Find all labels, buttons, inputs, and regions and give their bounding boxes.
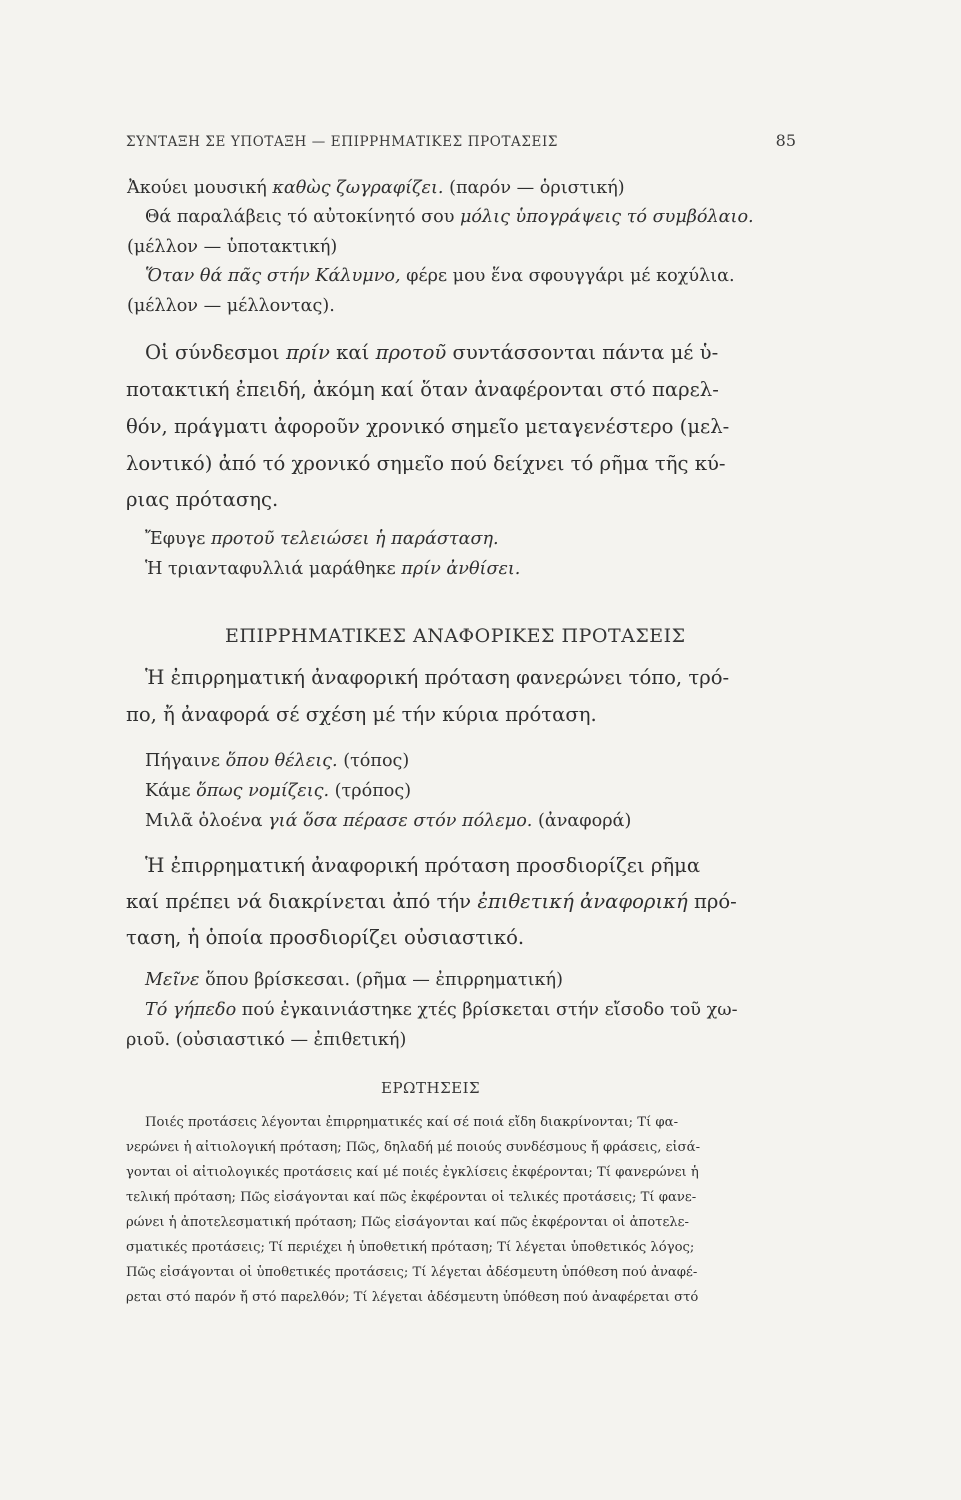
example-line: Μιλᾶ ὁλοένα γιά ὅσα πέρασε στόν πόλεμο. (ἀναφορά): [145, 811, 632, 831]
question-line: ρώνει ἡ ἀποτελεσματική πρόταση; Πῶς εἰσάγονται καί πῶς ἐκφέρονται οἱ ἀποτελε-: [126, 1215, 689, 1230]
question-line: σματικές προτάσεις; Τί περιέχει ἡ ὑποθετική πρόταση; Τί λέγεται ὑποθετικός λόγος;: [126, 1240, 695, 1255]
paragraph-line: λοντικό) ἀπό τό χρονικό σημεῖο πού δείχνει τό ρῆμα τῆς κύ-: [126, 452, 726, 475]
questions-heading: ΕΡΩΤΗΣΕΙΣ: [381, 1079, 481, 1097]
paragraph-line: ταση, ἡ ὁποία προσδιορίζει οὐσιαστικό.: [126, 926, 525, 949]
question-line: νερώνει ἡ αἰτιολογική πρόταση; Πῶς, δηλαδή μέ ποιούς συνδέσμους ἤ φράσεις, εἰσά-: [126, 1140, 701, 1155]
question-line: τελική πρόταση; Πῶς εἰσάγονται καί πῶς ἐκφέρονται οἱ τελικές προτάσεις; Τί φανε-: [126, 1190, 697, 1205]
running-title: ΣΥΝΤΑΞΗ ΣΕ ΥΠΟΤΑΞΗ — ΕΠΙΡΡΗΜΑΤΙΚΕΣ ΠΡΟΤΑΣΕΙΣ: [126, 134, 559, 150]
example-line: Μεῖνε ὅπου βρίσκεσαι. (ρῆμα — ἐπιρρηματική): [145, 970, 563, 990]
example-line: Θά παραλάβεις τό αὐτοκίνητό σου μόλις ὑπογράψεις τό συμβόλαιο.: [145, 207, 754, 227]
paragraph-line: Οἱ σύνδεσμοι πρίν καί προτοῦ συντάσσονται πάντα μέ ὑ-: [145, 341, 719, 364]
paragraph-line: ποτακτική ἐπειδή, ἀκόμη καί ὅταν ἀναφέρονται στό παρελ-: [126, 378, 719, 401]
section-heading: ΕΠΙΡΡΗΜΑΤΙΚΕΣ ΑΝΑΦΟΡΙΚΕΣ ΠΡΟΤΑΣΕΙΣ: [225, 625, 686, 647]
example-line: ριοῦ. (οὐσιαστικό — ἐπιθετική): [126, 1030, 407, 1050]
question-line: Ποιές προτάσεις λέγονται ἐπιρρηματικές καί σέ ποιά εἴδη διακρίνονται; Τί φα-: [145, 1115, 679, 1130]
question-line: ρεται στό παρόν ἤ στό παρελθόν; Τί λέγεται ἀδέσμευτη ὑπόθεση πού ἀναφέρεται στό: [126, 1290, 699, 1305]
example-line: Κάμε ὅπως νομίζεις. (τρόπος): [145, 781, 412, 801]
paragraph-line: θόν, πράγματι ἀφοροῦν χρονικό σημεῖο μεταγενέστερο (μελ-: [126, 415, 730, 438]
paragraph-line: πο, ἤ ἀναφορά σέ σχέση μέ τήν κύρια πρόταση.: [126, 703, 597, 726]
example-line: (μέλλον — ὑποτακτική): [127, 237, 338, 257]
page-number: 85: [775, 131, 796, 150]
paragraph-line: Ἡ ἐπιρρηματική ἀναφορική πρόταση προσδιορίζει ρῆμα: [145, 854, 701, 877]
paragraph-line: Ἡ ἐπιρρηματική ἀναφορική πρόταση φανερώνει τόπο, τρό-: [145, 666, 730, 689]
example-line: Ἔφυγε προτοῦ τελειώσει ἡ παράσταση.: [145, 529, 499, 549]
example-line: Ἡ τριανταφυλλιά μαράθηκε πρίν ἀνθίσει.: [145, 559, 521, 579]
example-line: Τό γήπεδο πού ἐγκαινιάστηκε χτές βρίσκεται στήν εἴσοδο τοῦ χω-: [145, 1000, 738, 1020]
question-line: γονται οἱ αἰτιολογικές προτάσεις καί μέ ποιές ἐγκλίσεις ἐκφέρονται; Τί φανερώνει ἡ: [126, 1165, 699, 1180]
running-header: [126, 131, 796, 153]
example-line: Πήγαινε ὅπου θέλεις. (τόπος): [145, 751, 410, 771]
question-line: Πῶς εἰσάγονται οἱ ὑποθετικές προτάσεις; Τί λέγεται ἀδέσμευτη ὑπόθεση πού ἀναφέ-: [126, 1265, 698, 1280]
example-line: Ἀκούει μουσική καθὼς ζωγραφίζει. (παρόν — ὁριστική): [127, 178, 625, 198]
paragraph-line: καί πρέπει νά διακρίνεται ἀπό τήν ἐπιθετική ἀναφορική πρό-: [126, 890, 737, 913]
example-line: (μέλλον — μέλλοντας).: [127, 296, 335, 316]
example-line: Ὅταν θά πᾶς στήν Κάλυμνο, φέρε μου ἕνα σφουγγάρι μέ κοχύλια.: [145, 266, 735, 286]
paragraph-line: ριας πρότασης.: [126, 488, 279, 511]
